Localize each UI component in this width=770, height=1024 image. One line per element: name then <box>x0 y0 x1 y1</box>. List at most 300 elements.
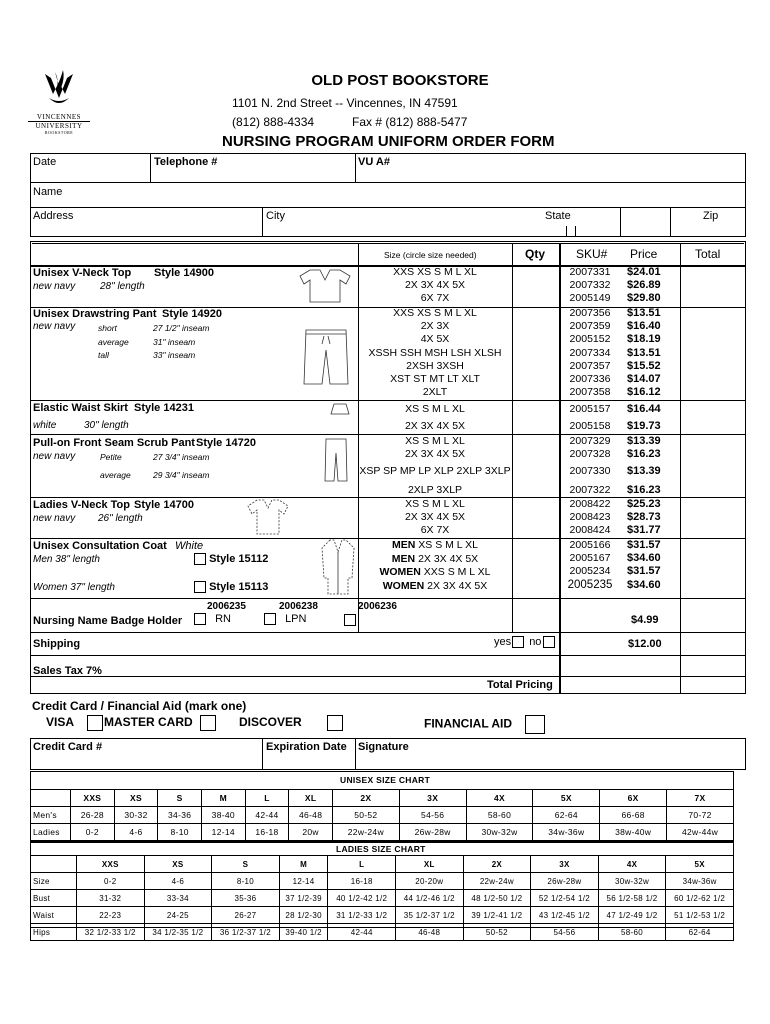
table-row <box>31 890 734 907</box>
form-title: NURSING PROGRAM UNIFORM ORDER FORM <box>222 133 555 150</box>
fit-inseam: 27 1/2" inseam <box>153 323 210 333</box>
item-length: 30" length <box>84 420 129 431</box>
table-cell: 46-48 <box>289 807 333 824</box>
master-card-checkbox[interactable] <box>200 715 216 731</box>
badge-lpn-checkbox[interactable] <box>264 613 276 625</box>
price: $13.39 <box>627 435 661 447</box>
header-cell: 3X <box>399 790 466 807</box>
item-name: Unisex Consultation Coat <box>33 540 167 552</box>
table-cell: 62-64 <box>666 924 734 941</box>
item-name: Elastic Waist Skirt <box>33 402 128 414</box>
sku: 2005149 <box>569 292 611 305</box>
table-cell: 56 1/2-58 1/2 <box>598 890 666 907</box>
vu-label: VU A# <box>358 156 390 168</box>
row-label: Waist <box>31 907 77 924</box>
table-cell: 36 1/2-37 1/2 <box>212 924 280 941</box>
size-option[interactable]: XXS S M L XL <box>423 566 491 578</box>
discover-checkbox[interactable] <box>327 715 343 731</box>
size-option[interactable]: 2XLT <box>422 386 448 399</box>
financial-aid-label: FINANCIAL AID <box>424 716 512 731</box>
fit-inseam: 33" inseam <box>153 350 196 360</box>
size-option[interactable]: 4X 5X <box>420 333 450 346</box>
badge-label: Nursing Name Badge Holder <box>33 615 183 627</box>
header-cell: S <box>212 856 280 873</box>
unisex-chart-title: UNISEX SIZE CHART <box>340 775 431 785</box>
size-prefix: WOMEN <box>382 579 425 592</box>
coat-men-length: Men 38" length <box>33 554 100 565</box>
header-cell: L <box>328 856 396 873</box>
signature-label: Signature <box>358 741 409 753</box>
payment-discover-option[interactable] <box>239 715 343 731</box>
header-cell: XXS <box>77 856 145 873</box>
table-cell: 43 1/2-45 1/2 <box>531 907 599 924</box>
zip-label: Zip <box>703 210 719 222</box>
badge-price: $4.99 <box>631 614 659 626</box>
item-style: Style 14920 <box>162 308 222 320</box>
price: $29.80 <box>627 292 661 305</box>
table-cell: 34w-36w <box>533 824 600 841</box>
price: $25.23 <box>627 498 661 510</box>
sales-tax-label: Sales Tax 7% <box>33 665 102 677</box>
unisex-header-row <box>31 790 734 807</box>
table-cell: 34 1/2-35 1/2 <box>144 924 212 941</box>
size-option[interactable]: 6X 7X <box>420 524 450 537</box>
table-cell: 8-10 <box>158 824 202 841</box>
table-cell: 66-68 <box>600 807 667 824</box>
item-desc: new navy <box>33 281 76 292</box>
badge-lpn-label: LPN <box>285 613 307 625</box>
header-cell: M <box>201 790 245 807</box>
table-cell: 54-56 <box>399 807 466 824</box>
discover-label: DISCOVER <box>239 715 302 730</box>
price: $24.01 <box>627 266 661 278</box>
table-cell: 40 1/2-42 1/2 <box>328 890 396 907</box>
sales-tax-field[interactable] <box>682 656 744 675</box>
payment-title: Credit Card / Financial Aid (mark one) <box>32 699 247 713</box>
style-label: Style 15112 <box>209 553 269 565</box>
sku: 2007334 <box>569 346 611 359</box>
size-prefix: MEN <box>391 552 416 565</box>
price: $13.39 <box>627 465 661 478</box>
table-cell: 60 1/2-62 1/2 <box>666 890 734 907</box>
qty-field[interactable] <box>514 436 558 496</box>
price: $19.73 <box>627 420 661 432</box>
total-pricing-label: Total Pricing <box>487 679 553 691</box>
table-cell: 30w-32w <box>598 873 666 890</box>
header-cell: 6X <box>600 790 667 807</box>
fit-inseam: 29 3/4" inseam <box>153 470 210 480</box>
name-label: Name <box>33 186 63 198</box>
table-cell: 58-60 <box>598 924 666 941</box>
size-option[interactable]: XXS XS S M L XL <box>393 266 477 278</box>
table-cell: 46-48 <box>396 924 464 941</box>
fit-inseam: 31" inseam <box>153 336 196 347</box>
table-cell: 4-6 <box>144 873 212 890</box>
table-cell: 42-44 <box>328 924 396 941</box>
total-field[interactable] <box>682 540 744 597</box>
table-row <box>31 873 734 890</box>
date-label: Date <box>33 156 57 168</box>
price: $15.52 <box>627 359 661 372</box>
sku: 2007332 <box>569 279 611 292</box>
table-cell: 31-32 <box>77 890 145 907</box>
telephone-field[interactable] <box>230 155 352 181</box>
lab-coat-icon <box>320 538 356 596</box>
table-cell: 37 1/2-39 <box>279 890 328 907</box>
header-cell: M <box>279 856 328 873</box>
header-cell: 2X <box>332 790 399 807</box>
size-option[interactable]: 2X 3X 4X 5X <box>427 579 488 592</box>
address-field[interactable] <box>80 209 260 235</box>
badge-sku-lpn: 2006238 <box>279 601 318 612</box>
size-option[interactable]: XS S M L XL <box>405 403 465 415</box>
visa-checkbox[interactable] <box>87 715 103 731</box>
shipping-no-checkbox[interactable] <box>543 636 555 648</box>
corner-cell <box>31 790 71 807</box>
table-cell: 22-23 <box>77 907 145 924</box>
table-cell: 31 1/2-33 1/2 <box>328 907 396 924</box>
price: $28.73 <box>627 511 661 524</box>
financial-aid-checkbox[interactable] <box>525 715 545 734</box>
item-style: Style 14700 <box>134 499 194 511</box>
total-pricing-field[interactable] <box>682 677 744 693</box>
shipping-label: Shipping <box>33 638 81 650</box>
sku: 2005152 <box>569 333 611 346</box>
header-cell: XL <box>396 856 464 873</box>
price: $13.51 <box>627 346 661 359</box>
item-name: Ladies V-Neck Top <box>33 499 130 511</box>
item-desc: new navy <box>33 321 76 332</box>
coat-women-style[interactable] <box>194 581 268 593</box>
sku: 2008424 <box>569 524 611 537</box>
badge-rn-label: RN <box>215 613 231 625</box>
credit-card-label: Credit Card # <box>33 741 103 753</box>
table-cell: 50-52 <box>332 807 399 824</box>
table-cell: 62-64 <box>533 807 600 824</box>
table-row <box>31 807 734 824</box>
size-option[interactable]: 2X 3X 4X 5X <box>418 552 479 565</box>
sku: 2007328 <box>569 448 611 461</box>
table-cell: 70-72 <box>667 807 734 824</box>
telephone-label: Telephone # <box>154 156 218 168</box>
table-cell: 35 1/2-37 1/2 <box>396 907 464 924</box>
table-cell: 33-34 <box>144 890 212 907</box>
unisex-size-table <box>30 789 734 841</box>
sku: 2007330 <box>569 465 611 478</box>
coat-women-length: Women 37" length <box>33 582 115 593</box>
signature-field[interactable] <box>358 754 743 769</box>
header-cell: 5X <box>533 790 600 807</box>
total-field[interactable] <box>682 267 744 306</box>
fit-name: Petite <box>100 452 122 462</box>
table-cell: 8-10 <box>212 873 280 890</box>
price: $16.44 <box>627 403 661 415</box>
table-cell: 54-56 <box>531 924 599 941</box>
table-cell: 16-18 <box>328 873 396 890</box>
column-sku: SKU# <box>576 247 608 261</box>
sku: 2005166 <box>569 539 611 551</box>
qty-field[interactable] <box>514 267 558 306</box>
table-cell: 34w-36w <box>666 873 734 890</box>
header-cell: 3X <box>531 856 599 873</box>
vu-field[interactable] <box>400 155 740 181</box>
total-field[interactable] <box>682 309 744 399</box>
sku: 2008423 <box>569 511 611 524</box>
sku: 2005167 <box>569 552 611 565</box>
logo-line-3: BOOKSTORE <box>44 130 74 135</box>
ladies-size-table <box>30 855 734 941</box>
logo-line-1: VINCENNES <box>36 113 82 121</box>
price: $26.89 <box>627 279 661 292</box>
table-cell: 35-36 <box>212 890 280 907</box>
price: $31.57 <box>627 565 661 578</box>
total-field[interactable] <box>682 499 744 537</box>
payment-master-option[interactable] <box>104 715 216 731</box>
column-price: Price <box>630 247 658 261</box>
store-name: OLD POST BOOKSTORE <box>311 72 489 89</box>
visa-label: VISA <box>46 715 74 730</box>
city-field[interactable] <box>292 209 542 235</box>
row-label: Hips <box>31 924 77 941</box>
price: $16.40 <box>627 320 661 333</box>
payment-visa-option[interactable] <box>46 715 103 731</box>
size-prefix: MEN <box>392 539 416 551</box>
table-cell: 44 1/2-46 1/2 <box>396 890 464 907</box>
qty-field[interactable] <box>514 540 558 597</box>
state-field[interactable] <box>545 224 617 236</box>
shipping-yes-label: yes <box>494 636 512 648</box>
badge-lpn-option[interactable] <box>264 613 306 625</box>
table-cell: 12-14 <box>279 873 328 890</box>
header-cell: S <box>158 790 202 807</box>
sku: 2007357 <box>569 359 611 372</box>
table-cell: 58-60 <box>466 807 533 824</box>
table-cell: 34-36 <box>158 807 202 824</box>
badge-sku-rn: 2006235 <box>207 601 246 612</box>
sku: 2007358 <box>569 386 611 399</box>
price: $16.23 <box>627 448 661 461</box>
table-cell: 0-2 <box>77 873 145 890</box>
price: $34.60 <box>627 552 661 565</box>
table-cell: 12-14 <box>201 824 245 841</box>
table-cell: 50-52 <box>463 924 531 941</box>
corner-cell <box>31 856 77 873</box>
size-option[interactable]: 2X 3X 4X 5X <box>404 448 466 461</box>
header-cell: XS <box>144 856 212 873</box>
column-size: Size (circle size needed) <box>384 250 477 260</box>
badge-blank-checkbox[interactable] <box>344 614 356 626</box>
item-desc: new navy <box>33 451 76 462</box>
date-field[interactable] <box>70 155 148 181</box>
shipping-total-field[interactable] <box>682 633 744 654</box>
expiration-label: Expiration Date <box>266 741 347 753</box>
city-label: City <box>266 210 285 222</box>
item-style: Style 14231 <box>134 402 194 414</box>
item-desc: white <box>33 420 57 431</box>
sku: 2005235 <box>567 578 613 591</box>
price: $16.23 <box>627 484 661 497</box>
table-cell: 26-27 <box>212 907 280 924</box>
shipping-options <box>494 636 555 648</box>
size-option[interactable]: 6X 7X <box>420 292 450 305</box>
drawstring-pant-icon <box>300 326 352 386</box>
table-row <box>31 907 734 924</box>
sku: 2007331 <box>569 266 611 278</box>
sku: 2005157 <box>569 403 611 415</box>
zip-field[interactable] <box>673 224 743 236</box>
badge-sku-blank: 2006236 <box>358 601 397 612</box>
name-field[interactable] <box>75 184 740 206</box>
coat-men-checkbox[interactable] <box>194 553 206 565</box>
table-cell: 38w-40w <box>600 824 667 841</box>
coat-women-checkbox[interactable] <box>194 581 206 593</box>
sku: 2005234 <box>569 565 611 578</box>
fit-name: short <box>98 323 117 333</box>
size-option[interactable]: XS S M L XL <box>405 498 465 510</box>
table-cell: 26w-28w <box>531 873 599 890</box>
ladies-header-row <box>31 856 734 873</box>
total-field[interactable] <box>682 402 744 433</box>
item-style: Style 14720 <box>196 437 256 449</box>
badge-rn-option[interactable] <box>194 613 231 625</box>
price: $34.60 <box>627 578 661 591</box>
table-cell: 42-44 <box>245 807 289 824</box>
table-cell: 0-2 <box>71 824 115 841</box>
shipping-price: $12.00 <box>628 638 662 650</box>
credit-card-field[interactable] <box>33 754 259 769</box>
size-option[interactable]: 2X 3X <box>420 320 450 333</box>
row-label: Size <box>31 873 77 890</box>
ladies-top-icon <box>245 498 291 536</box>
qty-field[interactable] <box>514 402 558 433</box>
item-style: Style 14900 <box>154 267 214 279</box>
table-cell: 22w-24w <box>463 873 531 890</box>
item-name: Pull-on Front Seam Scrub Pant <box>33 437 195 449</box>
table-cell: 30-32 <box>114 807 158 824</box>
fit-name: tall <box>98 350 109 360</box>
size-prefix: WOMEN <box>379 566 421 578</box>
header-cell: 4X <box>598 856 666 873</box>
master-card-label: MASTER CARD <box>104 715 193 730</box>
row-label: Ladies <box>31 824 71 841</box>
header-cell: 7X <box>667 790 734 807</box>
table-cell: 24-25 <box>144 907 212 924</box>
payment-aid-option[interactable] <box>424 715 545 734</box>
header-cell: XS <box>114 790 158 807</box>
header-cell: 4X <box>466 790 533 807</box>
column-total: Total <box>695 247 721 261</box>
vneck-top-icon <box>296 268 354 304</box>
store-address: 1101 N. 2nd Street -- Vincennes, IN 47591 <box>232 96 458 110</box>
table-cell: 48 1/2-50 1/2 <box>463 890 531 907</box>
fit-inseam: 27 3/4" inseam <box>153 452 210 462</box>
table-cell: 20-20w <box>396 873 464 890</box>
sku: 2007359 <box>569 320 611 333</box>
table-cell: 47 1/2-49 1/2 <box>598 907 666 924</box>
table-cell: 32 1/2-33 1/2 <box>77 924 145 941</box>
row-label: Men's <box>31 807 71 824</box>
size-option[interactable]: XSSH SSH MSH LSH XLSH <box>368 346 502 359</box>
logo-line-2: UNIVERSITY <box>28 121 90 130</box>
header-cell: 5X <box>666 856 734 873</box>
store-phone: (812) 888-4334 <box>232 115 315 129</box>
table-cell: 26-28 <box>71 807 115 824</box>
size-option[interactable]: 2X 3X 4X 5X <box>404 420 466 432</box>
total-field[interactable] <box>682 436 744 496</box>
item-name: Unisex Drawstring Pant <box>33 308 157 320</box>
size-option[interactable]: XST ST MT LT XLT <box>390 372 480 385</box>
table-cell: 22w-24w <box>332 824 399 841</box>
table-cell: 26w-28w <box>399 824 466 841</box>
shipping-yes-checkbox[interactable] <box>512 636 524 648</box>
table-cell: 16-18 <box>245 824 289 841</box>
size-option[interactable]: 2XLP 3XLP <box>407 484 463 497</box>
size-option[interactable]: XXS XS S M L XL <box>393 307 477 319</box>
column-qty: Qty <box>525 247 546 261</box>
sku: 2007329 <box>569 435 611 447</box>
fit-name: average <box>98 336 129 347</box>
item-color: White <box>175 540 204 552</box>
size-option[interactable]: 2XSH 3XSH <box>406 359 464 372</box>
size-option[interactable]: 2X 3X 4X 5X <box>404 279 466 292</box>
state-label: State <box>545 210 571 222</box>
address-label: Address <box>33 210 74 222</box>
sku: 2007336 <box>569 372 611 385</box>
scrub-pant-icon <box>324 437 348 483</box>
item-length: 28" length <box>100 281 145 292</box>
sku: 2007322 <box>569 484 611 497</box>
ladies-chart-title: LADIES SIZE CHART <box>336 844 426 854</box>
size-option[interactable]: XS S M L XL <box>418 539 478 551</box>
sku: 2008422 <box>569 498 611 510</box>
size-option[interactable]: 2X 3X 4X 5X <box>404 511 466 524</box>
shipping-no-label: no <box>529 636 542 648</box>
skirt-icon <box>330 403 350 415</box>
qty-field[interactable] <box>514 309 558 399</box>
table-cell: 30w-32w <box>466 824 533 841</box>
header-cell: L <box>245 790 289 807</box>
coat-men-style[interactable] <box>194 553 268 565</box>
fit-name: average <box>100 470 131 480</box>
badge-total-field[interactable] <box>682 600 744 631</box>
table-cell: 42w-44w <box>667 824 734 841</box>
price: $18.19 <box>627 333 661 346</box>
qty-field[interactable] <box>514 499 558 537</box>
table-row <box>31 924 734 941</box>
expiration-field[interactable] <box>265 754 353 769</box>
item-length: 26" length <box>98 513 143 524</box>
item-desc: new navy <box>33 513 76 524</box>
table-cell: 39 1/2-41 1/2 <box>463 907 531 924</box>
table-cell: 20w <box>289 824 333 841</box>
header-cell: XL <box>289 790 333 807</box>
header-cell: 2X <box>463 856 531 873</box>
badge-rn-checkbox[interactable] <box>194 613 206 625</box>
price: $31.77 <box>627 524 661 537</box>
item-name: Unisex V-Neck Top <box>33 267 132 279</box>
table-cell: 4-6 <box>114 824 158 841</box>
price: $31.57 <box>627 539 661 551</box>
store-fax: Fax # (812) 888-5477 <box>352 115 468 129</box>
header-cell: XXS <box>71 790 115 807</box>
size-option[interactable]: XS S M L XL <box>405 435 465 447</box>
table-cell: 38-40 <box>201 807 245 824</box>
style-label: Style 15113 <box>209 581 269 593</box>
sku: 2007356 <box>569 307 611 319</box>
table-cell: 28 1/2-30 <box>279 907 328 924</box>
size-option[interactable]: XSP SP MP LP XLP 2XLP 3XLP <box>359 465 511 478</box>
price: $16.12 <box>627 386 661 399</box>
